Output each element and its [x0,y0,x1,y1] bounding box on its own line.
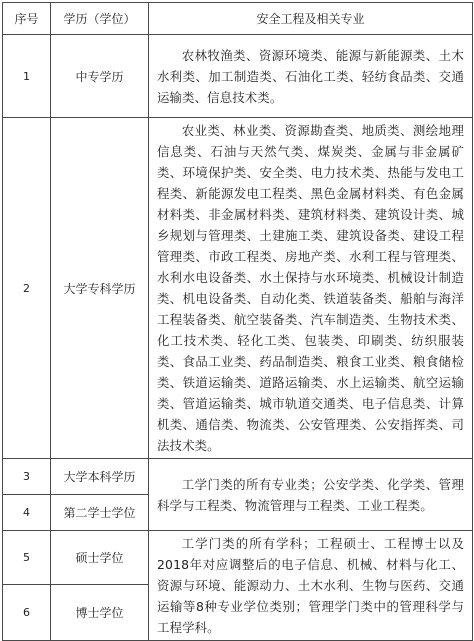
row-majors [149,35,473,118]
table-row [3,531,473,585]
row-majors [149,118,473,459]
row-degree: 大学本科学历 [51,459,149,495]
table-row [3,35,473,118]
row-degree: 中专学历 [51,35,149,118]
row-num: 6 [3,585,51,641]
row-degree: 硕士学位 [51,531,149,585]
row-majors-bachelor [149,459,473,531]
row-num: 2 [3,118,51,459]
header-majors: 安全工程及相关专业 [149,3,473,35]
majors-text: 农林牧渔类、资源环境类、能源与新能源类、土木水利类、加工制造类、石油化工类、轻纺食品类、交通运输类、信息技术类。 [157,47,464,105]
row-majors-graduate [149,531,473,641]
safety-majors-table [2,2,473,641]
header-num: 序号 [3,3,51,35]
row-num: 3 [3,459,51,495]
row-num: 4 [3,495,51,531]
row-num: 5 [3,531,51,585]
header-row [3,3,473,35]
table-row [3,118,473,459]
row-num: 1 [3,35,51,118]
row-degree: 第二学士学位 [51,495,149,531]
majors-text: 工学门类的所有学科；工程硕士、工程博士以及2018年对应调整后的电子信息、机械、材料与化工、资源与环境、能源动力、土木水利、生物与医药、交通运输等8种专业学位类别；管理学门类中的管理科学与工程学科。 [157,536,464,635]
table-row [3,459,473,495]
majors-text: 工学门类的所有专业类；公安学类、化学类、管理科学与工程类、物流管理与工程类、工业工程类。 [157,476,464,513]
header-degree: 学历（学位） [51,3,149,35]
row-degree: 大学专科学历 [51,118,149,459]
majors-text: 农业类、林业类、资源勘查类、地质类、测绘地理信息类、石油与天然气类、煤炭类、金属与非金属矿类、环境保护类、安全类、电力技术类、热能与发电工程类、新能源发电工程类、黑色金属材料类、有色金属材料类、非金属材料类、建筑材料类、建筑设计类、城乡规划与管理类、土建施工类、建筑设备类、建设工程管理类、市政工程类、房地产类、水利工程与管理类、水利水电设备类、水土保持与水环境类、机械设计制造类、机电设备类、自动化类、铁道装备类、船舶与海洋工程装备类、航空装备类、汽车制造类、生物技术类、化工技术类、轻化工类、包装类、印刷类、纺织服装类、食品工业类、药品制造类、粮食工业类、粮食储检类、铁道运输类、道路运输类、水上运输类、航空运输类、管道运输类、城市轨道交通类、电子信息类、计算机类、通信类、物流类、公安管理类、公安指挥类、司法技术类。 [157,123,464,453]
row-degree: 博士学位 [51,585,149,641]
